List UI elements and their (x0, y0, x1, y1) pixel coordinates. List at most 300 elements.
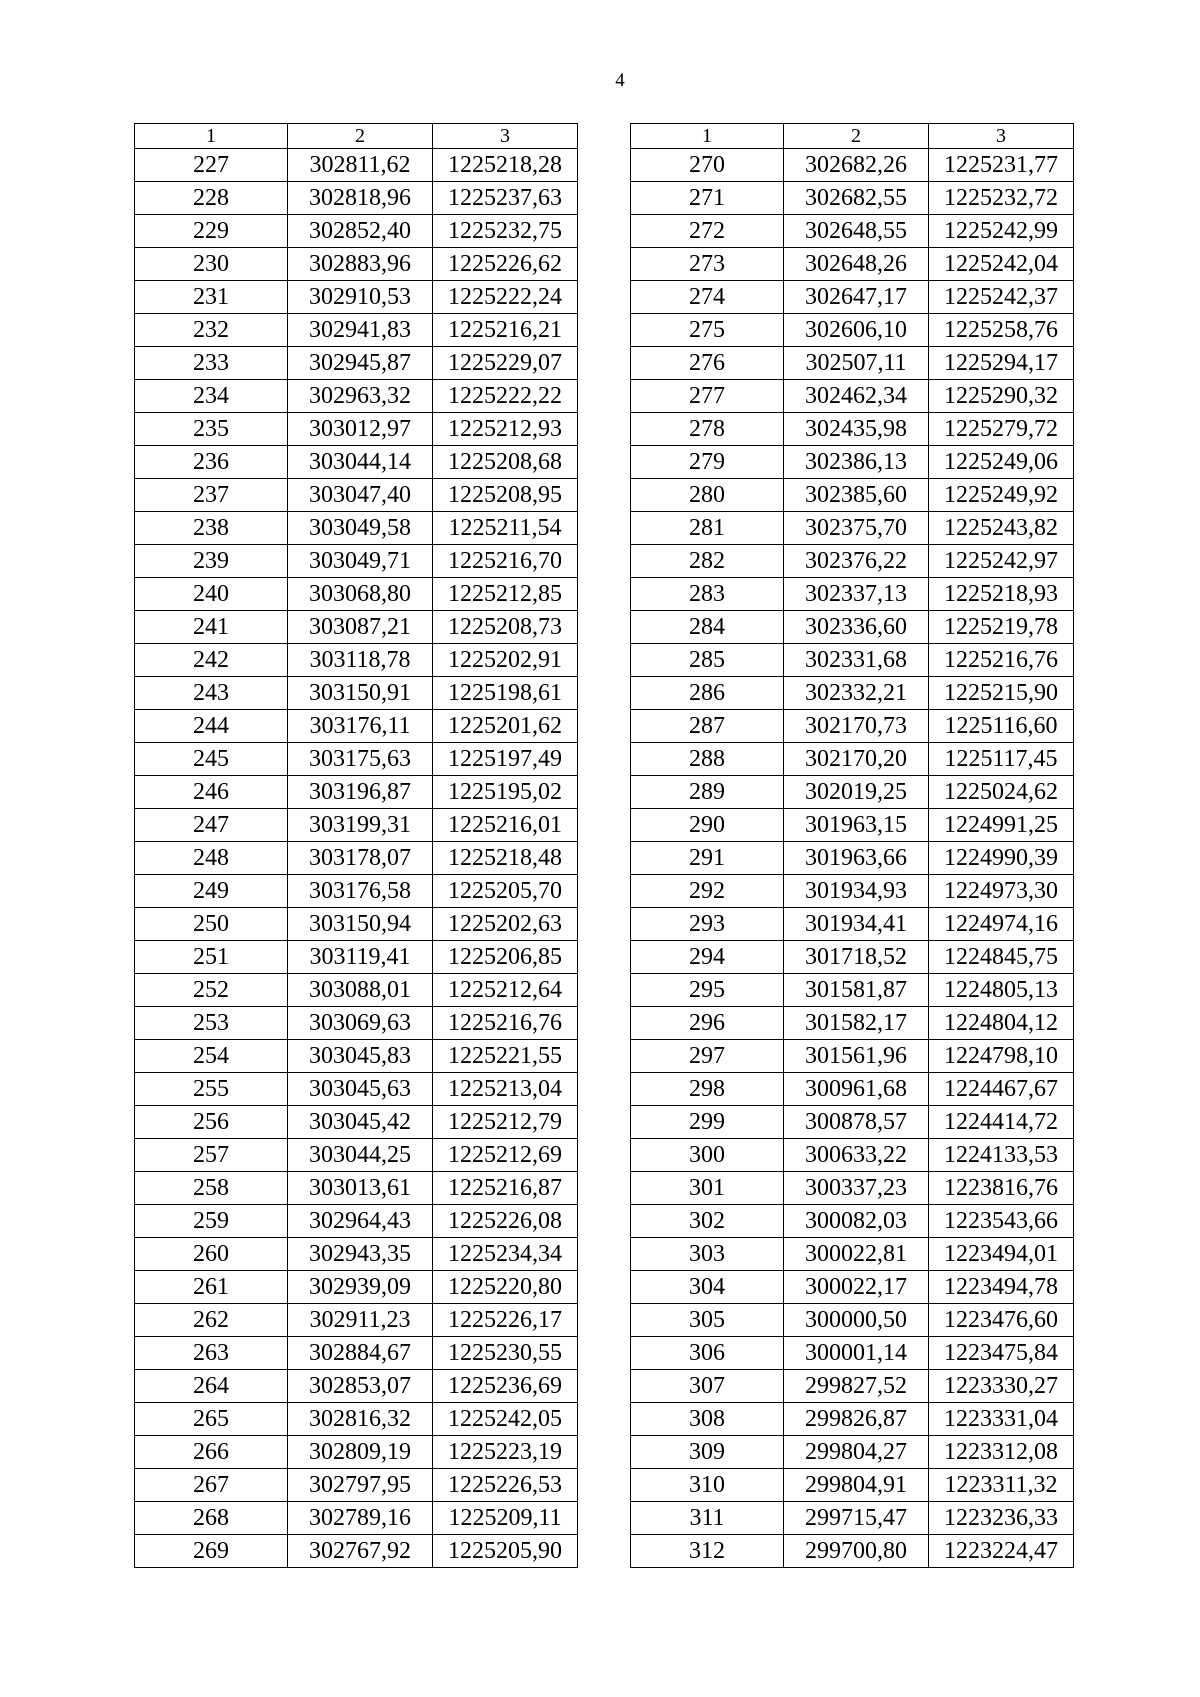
y-coordinate-cell: 1225230,55 (433, 1337, 578, 1370)
x-coordinate-cell: 299804,27 (784, 1436, 929, 1469)
point-number-cell: 241 (135, 611, 288, 644)
x-coordinate-cell: 299715,47 (784, 1502, 929, 1535)
column-header-1: 1 (631, 124, 784, 149)
point-number-cell: 255 (135, 1073, 288, 1106)
table-row (631, 1337, 1074, 1370)
table-row (631, 182, 1074, 215)
point-number-cell: 265 (135, 1403, 288, 1436)
y-coordinate-cell: 1225242,05 (433, 1403, 578, 1436)
y-coordinate-cell: 1225222,22 (433, 380, 578, 413)
table-row (135, 1106, 578, 1139)
x-coordinate-cell: 301963,15 (784, 809, 929, 842)
x-coordinate-cell: 301561,96 (784, 1040, 929, 1073)
y-coordinate-cell: 1223475,84 (929, 1337, 1074, 1370)
x-coordinate-cell: 302386,13 (784, 446, 929, 479)
table-row (135, 1040, 578, 1073)
table-row (631, 1469, 1074, 1502)
table-row (631, 1403, 1074, 1436)
y-coordinate-cell: 1225195,02 (433, 776, 578, 809)
y-coordinate-cell: 1225216,21 (433, 314, 578, 347)
table-row (135, 1535, 578, 1568)
y-coordinate-cell: 1225201,62 (433, 710, 578, 743)
table-row (631, 578, 1074, 611)
x-coordinate-cell: 302648,26 (784, 248, 929, 281)
point-number-cell: 280 (631, 479, 784, 512)
y-coordinate-cell: 1225242,04 (929, 248, 1074, 281)
table-row (135, 347, 578, 380)
y-coordinate-cell: 1225218,48 (433, 842, 578, 875)
table-row (135, 248, 578, 281)
y-coordinate-cell: 1225198,61 (433, 677, 578, 710)
table-row (631, 1535, 1074, 1568)
point-number-cell: 277 (631, 380, 784, 413)
table-row (631, 1106, 1074, 1139)
table-row (631, 347, 1074, 380)
table-row (631, 314, 1074, 347)
x-coordinate-cell: 302682,26 (784, 149, 929, 182)
table-row (631, 776, 1074, 809)
y-coordinate-cell: 1223224,47 (929, 1535, 1074, 1568)
column-header-2: 2 (288, 124, 433, 149)
point-number-cell: 310 (631, 1469, 784, 1502)
y-coordinate-cell: 1225205,70 (433, 875, 578, 908)
table-row (631, 281, 1074, 314)
table-body-right (631, 149, 1074, 1568)
point-number-cell: 286 (631, 677, 784, 710)
x-coordinate-cell: 303044,25 (288, 1139, 433, 1172)
table-row (135, 776, 578, 809)
point-number-cell: 287 (631, 710, 784, 743)
table-row (135, 1238, 578, 1271)
table-body-left (135, 149, 578, 1568)
table-row (631, 1238, 1074, 1271)
y-coordinate-cell: 1224845,75 (929, 941, 1074, 974)
point-number-cell: 261 (135, 1271, 288, 1304)
x-coordinate-cell: 302911,23 (288, 1304, 433, 1337)
point-number-cell: 242 (135, 644, 288, 677)
table-row (135, 644, 578, 677)
x-coordinate-cell: 303088,01 (288, 974, 433, 1007)
y-coordinate-cell: 1225290,32 (929, 380, 1074, 413)
table-row (135, 314, 578, 347)
point-number-cell: 279 (631, 446, 784, 479)
y-coordinate-cell: 1225249,06 (929, 446, 1074, 479)
x-coordinate-cell: 302818,96 (288, 182, 433, 215)
table-row (631, 941, 1074, 974)
table-row (135, 842, 578, 875)
x-coordinate-cell: 300001,14 (784, 1337, 929, 1370)
y-coordinate-cell: 1224133,53 (929, 1139, 1074, 1172)
y-coordinate-cell: 1225237,63 (433, 182, 578, 215)
point-number-cell: 271 (631, 182, 784, 215)
y-coordinate-cell: 1225226,17 (433, 1304, 578, 1337)
point-number-cell: 229 (135, 215, 288, 248)
y-coordinate-cell: 1224804,12 (929, 1007, 1074, 1040)
y-coordinate-cell: 1225226,62 (433, 248, 578, 281)
y-coordinate-cell: 1224798,10 (929, 1040, 1074, 1073)
x-coordinate-cell: 302332,21 (784, 677, 929, 710)
point-number-cell: 297 (631, 1040, 784, 1073)
table-row (135, 1304, 578, 1337)
x-coordinate-cell: 303045,42 (288, 1106, 433, 1139)
table-row (135, 182, 578, 215)
table-row (135, 578, 578, 611)
x-coordinate-cell: 301934,41 (784, 908, 929, 941)
point-number-cell: 278 (631, 413, 784, 446)
table-row (631, 1139, 1074, 1172)
point-number-cell: 248 (135, 842, 288, 875)
table-header-row (631, 124, 1074, 149)
x-coordinate-cell: 302816,32 (288, 1403, 433, 1436)
point-number-cell: 301 (631, 1172, 784, 1205)
table-row (631, 1370, 1074, 1403)
y-coordinate-cell: 1224974,16 (929, 908, 1074, 941)
y-coordinate-cell: 1224414,72 (929, 1106, 1074, 1139)
point-number-cell: 239 (135, 545, 288, 578)
x-coordinate-cell: 303178,07 (288, 842, 433, 875)
column-header-3: 3 (433, 124, 578, 149)
table-row (135, 281, 578, 314)
y-coordinate-cell: 1225229,07 (433, 347, 578, 380)
table-row (631, 1436, 1074, 1469)
y-coordinate-cell: 1224973,30 (929, 875, 1074, 908)
point-number-cell: 266 (135, 1436, 288, 1469)
point-number-cell: 249 (135, 875, 288, 908)
table-row (631, 611, 1074, 644)
point-number-cell: 299 (631, 1106, 784, 1139)
y-coordinate-cell: 1225242,97 (929, 545, 1074, 578)
x-coordinate-cell: 302809,19 (288, 1436, 433, 1469)
point-number-cell: 250 (135, 908, 288, 941)
point-number-cell: 262 (135, 1304, 288, 1337)
point-number-cell: 290 (631, 809, 784, 842)
point-number-cell: 257 (135, 1139, 288, 1172)
point-number-cell: 289 (631, 776, 784, 809)
x-coordinate-cell: 303119,41 (288, 941, 433, 974)
y-coordinate-cell: 1224991,25 (929, 809, 1074, 842)
x-coordinate-cell: 300633,22 (784, 1139, 929, 1172)
x-coordinate-cell: 303176,58 (288, 875, 433, 908)
table-row (135, 1007, 578, 1040)
point-number-cell: 240 (135, 578, 288, 611)
point-number-cell: 276 (631, 347, 784, 380)
table-row (631, 677, 1074, 710)
y-coordinate-cell: 1224990,39 (929, 842, 1074, 875)
table-row (631, 1040, 1074, 1073)
y-coordinate-cell: 1223312,08 (929, 1436, 1074, 1469)
column-header-3: 3 (929, 124, 1074, 149)
table-row (631, 512, 1074, 545)
table-row (135, 941, 578, 974)
table-row (135, 380, 578, 413)
point-number-cell: 264 (135, 1370, 288, 1403)
table-row (135, 908, 578, 941)
y-coordinate-cell: 1223311,32 (929, 1469, 1074, 1502)
y-coordinate-cell: 1223494,78 (929, 1271, 1074, 1304)
x-coordinate-cell: 302964,43 (288, 1205, 433, 1238)
x-coordinate-cell: 302019,25 (784, 776, 929, 809)
y-coordinate-cell: 1225232,72 (929, 182, 1074, 215)
x-coordinate-cell: 303196,87 (288, 776, 433, 809)
x-coordinate-cell: 303047,40 (288, 479, 433, 512)
y-coordinate-cell: 1225116,60 (929, 710, 1074, 743)
table-row (135, 611, 578, 644)
point-number-cell: 230 (135, 248, 288, 281)
point-number-cell: 244 (135, 710, 288, 743)
table-header-row (135, 124, 578, 149)
y-coordinate-cell: 1225208,73 (433, 611, 578, 644)
x-coordinate-cell: 302910,53 (288, 281, 433, 314)
x-coordinate-cell: 302606,10 (784, 314, 929, 347)
x-coordinate-cell: 303049,71 (288, 545, 433, 578)
point-number-cell: 259 (135, 1205, 288, 1238)
y-coordinate-cell: 1225219,78 (929, 611, 1074, 644)
point-number-cell: 282 (631, 545, 784, 578)
y-coordinate-cell: 1225222,24 (433, 281, 578, 314)
point-number-cell: 253 (135, 1007, 288, 1040)
x-coordinate-cell: 303175,63 (288, 743, 433, 776)
point-number-cell: 273 (631, 248, 784, 281)
y-coordinate-cell: 1225212,69 (433, 1139, 578, 1172)
point-number-cell: 292 (631, 875, 784, 908)
x-coordinate-cell: 301718,52 (784, 941, 929, 974)
x-coordinate-cell: 303013,61 (288, 1172, 433, 1205)
x-coordinate-cell: 302462,34 (784, 380, 929, 413)
point-number-cell: 238 (135, 512, 288, 545)
point-number-cell: 251 (135, 941, 288, 974)
table-row (135, 1502, 578, 1535)
point-number-cell: 311 (631, 1502, 784, 1535)
point-number-cell: 246 (135, 776, 288, 809)
point-number-cell: 268 (135, 1502, 288, 1535)
y-coordinate-cell: 1225216,01 (433, 809, 578, 842)
table-row (135, 1172, 578, 1205)
point-number-cell: 228 (135, 182, 288, 215)
y-coordinate-cell: 1225226,53 (433, 1469, 578, 1502)
y-coordinate-cell: 1225249,92 (929, 479, 1074, 512)
x-coordinate-cell: 302376,22 (784, 545, 929, 578)
table-row (631, 1271, 1074, 1304)
table-row (631, 1205, 1074, 1238)
table-row (135, 974, 578, 1007)
table-row (631, 1304, 1074, 1337)
table-row (135, 1337, 578, 1370)
x-coordinate-cell: 302507,11 (784, 347, 929, 380)
y-coordinate-cell: 1225197,49 (433, 743, 578, 776)
x-coordinate-cell: 303045,63 (288, 1073, 433, 1106)
point-number-cell: 303 (631, 1238, 784, 1271)
table-row (631, 743, 1074, 776)
y-coordinate-cell: 1223816,76 (929, 1172, 1074, 1205)
x-coordinate-cell: 303176,11 (288, 710, 433, 743)
y-coordinate-cell: 1225202,63 (433, 908, 578, 941)
x-coordinate-cell: 302170,73 (784, 710, 929, 743)
x-coordinate-cell: 301582,17 (784, 1007, 929, 1040)
table-row (135, 809, 578, 842)
y-coordinate-cell: 1225117,45 (929, 743, 1074, 776)
x-coordinate-cell: 303150,94 (288, 908, 433, 941)
x-coordinate-cell: 299826,87 (784, 1403, 929, 1436)
point-number-cell: 227 (135, 149, 288, 182)
x-coordinate-cell: 301963,66 (784, 842, 929, 875)
y-coordinate-cell: 1225242,99 (929, 215, 1074, 248)
x-coordinate-cell: 302797,95 (288, 1469, 433, 1502)
x-coordinate-cell: 300000,50 (784, 1304, 929, 1337)
y-coordinate-cell: 1225218,93 (929, 578, 1074, 611)
x-coordinate-cell: 302789,16 (288, 1502, 433, 1535)
table-row (135, 545, 578, 578)
y-coordinate-cell: 1225216,87 (433, 1172, 578, 1205)
point-number-cell: 231 (135, 281, 288, 314)
table-row (631, 809, 1074, 842)
x-coordinate-cell: 303068,80 (288, 578, 433, 611)
point-number-cell: 254 (135, 1040, 288, 1073)
point-number-cell: 293 (631, 908, 784, 941)
point-number-cell: 234 (135, 380, 288, 413)
point-number-cell: 267 (135, 1469, 288, 1502)
point-number-cell: 291 (631, 842, 784, 875)
x-coordinate-cell: 302170,20 (784, 743, 929, 776)
point-number-cell: 284 (631, 611, 784, 644)
point-number-cell: 285 (631, 644, 784, 677)
y-coordinate-cell: 1223476,60 (929, 1304, 1074, 1337)
table-row (135, 215, 578, 248)
y-coordinate-cell: 1225211,54 (433, 512, 578, 545)
x-coordinate-cell: 300337,23 (784, 1172, 929, 1205)
point-number-cell: 283 (631, 578, 784, 611)
column-header-2: 2 (784, 124, 929, 149)
x-coordinate-cell: 303087,21 (288, 611, 433, 644)
y-coordinate-cell: 1225216,70 (433, 545, 578, 578)
page-number: 4 (615, 70, 625, 91)
table-row (135, 413, 578, 446)
y-coordinate-cell: 1225236,69 (433, 1370, 578, 1403)
coordinates-table-right (630, 123, 1074, 1568)
x-coordinate-cell: 302811,62 (288, 149, 433, 182)
table-row (135, 1403, 578, 1436)
y-coordinate-cell: 1223330,27 (929, 1370, 1074, 1403)
point-number-cell: 247 (135, 809, 288, 842)
y-coordinate-cell: 1224467,67 (929, 1073, 1074, 1106)
point-number-cell: 298 (631, 1073, 784, 1106)
y-coordinate-cell: 1225213,04 (433, 1073, 578, 1106)
y-coordinate-cell: 1223236,33 (929, 1502, 1074, 1535)
y-coordinate-cell: 1223494,01 (929, 1238, 1074, 1271)
y-coordinate-cell: 1225234,34 (433, 1238, 578, 1271)
y-coordinate-cell: 1225202,91 (433, 644, 578, 677)
table-row (631, 545, 1074, 578)
table-row (631, 1172, 1074, 1205)
point-number-cell: 245 (135, 743, 288, 776)
table-row (135, 1205, 578, 1238)
y-coordinate-cell: 1225024,62 (929, 776, 1074, 809)
x-coordinate-cell: 301581,87 (784, 974, 929, 1007)
point-number-cell: 233 (135, 347, 288, 380)
x-coordinate-cell: 300022,81 (784, 1238, 929, 1271)
x-coordinate-cell: 302385,60 (784, 479, 929, 512)
x-coordinate-cell: 299804,91 (784, 1469, 929, 1502)
x-coordinate-cell: 302939,09 (288, 1271, 433, 1304)
point-number-cell: 232 (135, 314, 288, 347)
x-coordinate-cell: 302883,96 (288, 248, 433, 281)
x-coordinate-cell: 300961,68 (784, 1073, 929, 1106)
table-row (631, 1073, 1074, 1106)
point-number-cell: 304 (631, 1271, 784, 1304)
table-row (135, 677, 578, 710)
point-number-cell: 281 (631, 512, 784, 545)
column-header-1: 1 (135, 124, 288, 149)
x-coordinate-cell: 303199,31 (288, 809, 433, 842)
table-row (135, 149, 578, 182)
y-coordinate-cell: 1225208,95 (433, 479, 578, 512)
x-coordinate-cell: 303045,83 (288, 1040, 433, 1073)
x-coordinate-cell: 302963,32 (288, 380, 433, 413)
table-row (631, 908, 1074, 941)
x-coordinate-cell: 302767,92 (288, 1535, 433, 1568)
point-number-cell: 309 (631, 1436, 784, 1469)
point-number-cell: 258 (135, 1172, 288, 1205)
point-number-cell: 235 (135, 413, 288, 446)
x-coordinate-cell: 302648,55 (784, 215, 929, 248)
point-number-cell: 269 (135, 1535, 288, 1568)
table-row (135, 1469, 578, 1502)
x-coordinate-cell: 303150,91 (288, 677, 433, 710)
table-row (631, 644, 1074, 677)
table-row (135, 1073, 578, 1106)
point-number-cell: 274 (631, 281, 784, 314)
x-coordinate-cell: 302336,60 (784, 611, 929, 644)
y-coordinate-cell: 1224805,13 (929, 974, 1074, 1007)
table-row (631, 248, 1074, 281)
y-coordinate-cell: 1223543,66 (929, 1205, 1074, 1238)
y-coordinate-cell: 1225216,76 (433, 1007, 578, 1040)
y-coordinate-cell: 1225212,85 (433, 578, 578, 611)
table-row (135, 710, 578, 743)
table-row (135, 1139, 578, 1172)
table-row (631, 380, 1074, 413)
point-number-cell: 270 (631, 149, 784, 182)
x-coordinate-cell: 302331,68 (784, 644, 929, 677)
point-number-cell: 272 (631, 215, 784, 248)
table-row (135, 1271, 578, 1304)
x-coordinate-cell: 302853,07 (288, 1370, 433, 1403)
table-row (631, 149, 1074, 182)
point-number-cell: 275 (631, 314, 784, 347)
table-row (631, 974, 1074, 1007)
point-number-cell: 306 (631, 1337, 784, 1370)
point-number-cell: 308 (631, 1403, 784, 1436)
table-row (631, 479, 1074, 512)
y-coordinate-cell: 1225212,93 (433, 413, 578, 446)
point-number-cell: 263 (135, 1337, 288, 1370)
x-coordinate-cell: 303012,97 (288, 413, 433, 446)
x-coordinate-cell: 299700,80 (784, 1535, 929, 1568)
point-number-cell: 236 (135, 446, 288, 479)
x-coordinate-cell: 300022,17 (784, 1271, 929, 1304)
table-row (135, 1370, 578, 1403)
x-coordinate-cell: 299827,52 (784, 1370, 929, 1403)
point-number-cell: 307 (631, 1370, 784, 1403)
y-coordinate-cell: 1225258,76 (929, 314, 1074, 347)
point-number-cell: 305 (631, 1304, 784, 1337)
y-coordinate-cell: 1223331,04 (929, 1403, 1074, 1436)
point-number-cell: 243 (135, 677, 288, 710)
y-coordinate-cell: 1225212,79 (433, 1106, 578, 1139)
table-row (631, 446, 1074, 479)
x-coordinate-cell: 300878,57 (784, 1106, 929, 1139)
point-number-cell: 296 (631, 1007, 784, 1040)
y-coordinate-cell: 1225215,90 (929, 677, 1074, 710)
